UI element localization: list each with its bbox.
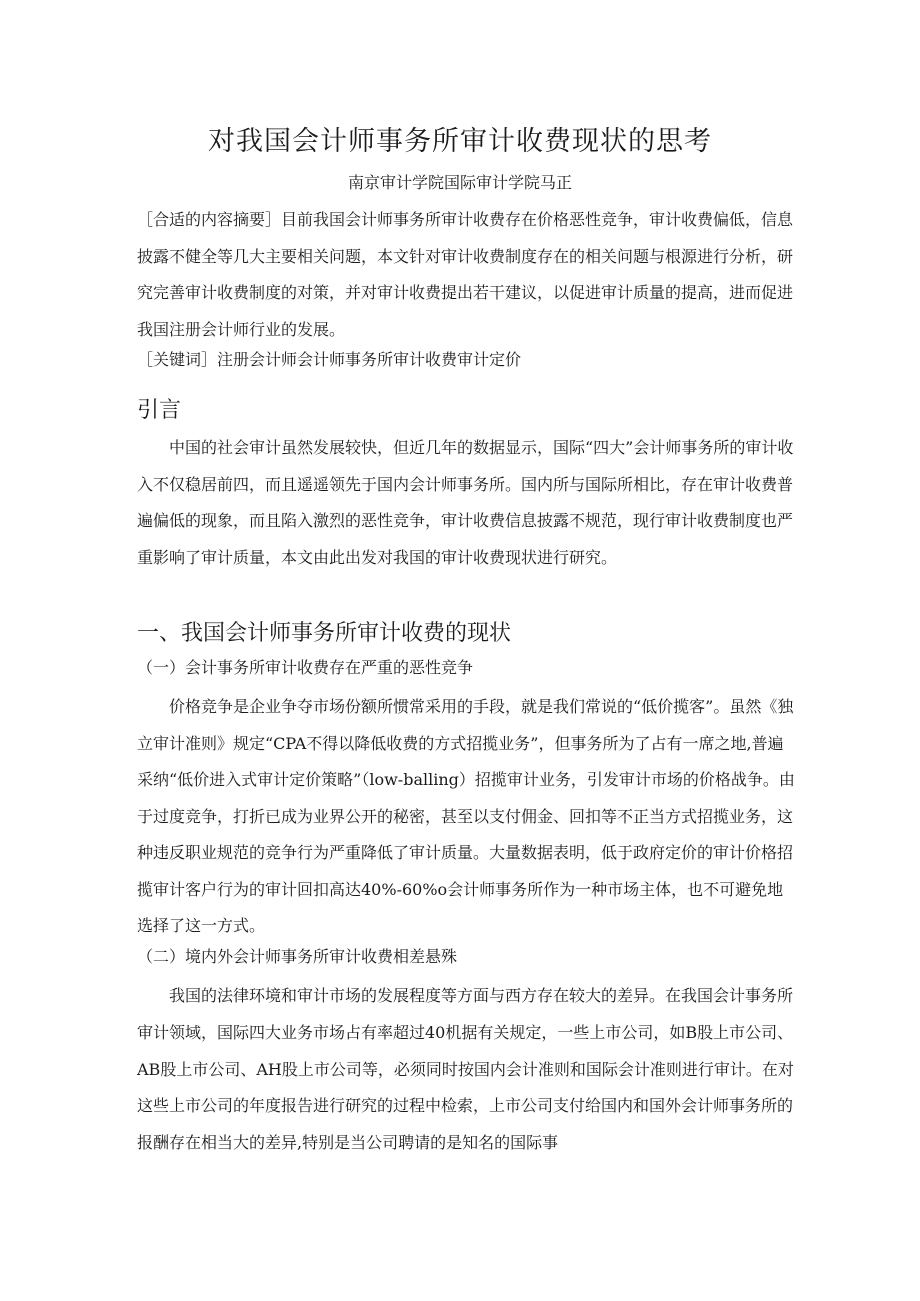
subsection-heading-1: （一）会计事务所审计收费存在严重的恶性竞争 bbox=[137, 658, 474, 677]
intro-heading: 引言 bbox=[137, 398, 182, 423]
document-title: 对我国会计师事务所审计收费现状的思考 bbox=[208, 126, 712, 157]
intro-paragraph: 中国的社会审计虽然发展较快，但近几年的数据显示，国际“四大”会计师事务所的审计收入不仅稳居前四，而且遥遥领先于国内会计师事务所。国内所与国际所相比，存在审计收费普遍偏低的现象，而且陷入激烈的恶性竞争，审计收费信息披露不规范，现行审计收费制度也严重影响了审计质量，本文由此出发对我国的审计收费现状进行研究。 bbox=[137, 438, 794, 567]
keywords-line: ［关键词］注册会计师会计师事务所审计收费审计定价 bbox=[137, 350, 522, 369]
section-heading: 一、我国会计师事务所审计收费的现状 bbox=[137, 621, 512, 646]
author-line: 南京审计学院国际审计学院马正 bbox=[347, 173, 572, 192]
subsection-paragraph-2: 我国的法律环境和审计市场的发展程度等方面与西方存在较大的差异。在我国会计事务所审计领域，国际四大业务市场占有率超过40机据有关规定，一些上市公司，如B股上市公司、AB股上市公司、AH股上市公司等，必须同时按国内会计准则和国际会计准则进行审计。在对这些上市公司的年度报告进行研究的过程中检索，上市公司支付给国内和国外会计师事务所的报酬存在相当大的差异,特别是当公司聘请的是知名的国际事 bbox=[137, 986, 794, 1153]
subsection-heading-2: （二）境内外会计师事务所审计收费相差悬殊 bbox=[137, 947, 458, 966]
abstract-paragraph: ［合适的内容摘要］目前我国会计师事务所审计收费存在价格恶性竞争，审计收费偏低，信息披露不健全等几大主要相关问题，本文针对审计收费制度存在的相关问题与根源进行分析，研究完善审计收费制度的对策，并对审计收费提出若干建议，以促进审计质量的提高，进而促进我国注册会计师行业的发展。 bbox=[137, 210, 794, 339]
subsection-paragraph-1: 价格竞争是企业争夺市场份额所惯常采用的手段，就是我们常说的“低价揽客”。虽然《独立审计准则》规定“CPA不得以降低收费的方式招揽业务”，但事务所为了占有一席之地,普遍采纳“低价进入式审计定价策略”（low-balling）招揽审计业务，引发审计市场的价格战争。由于过度竞争，打折已成为业界公开的秘密，甚至以支付佣金、回扣等不正当方式招揽业务，这种违反职业规范的竞争行为严重降低了审计质量。大量数据表明，低于政府定价的审计价格招揽审计客户行为的审计回扣高达40%-60%o会计师事务所作为一种市场主体，也不可避免地选择了这一方式。 bbox=[137, 697, 795, 935]
